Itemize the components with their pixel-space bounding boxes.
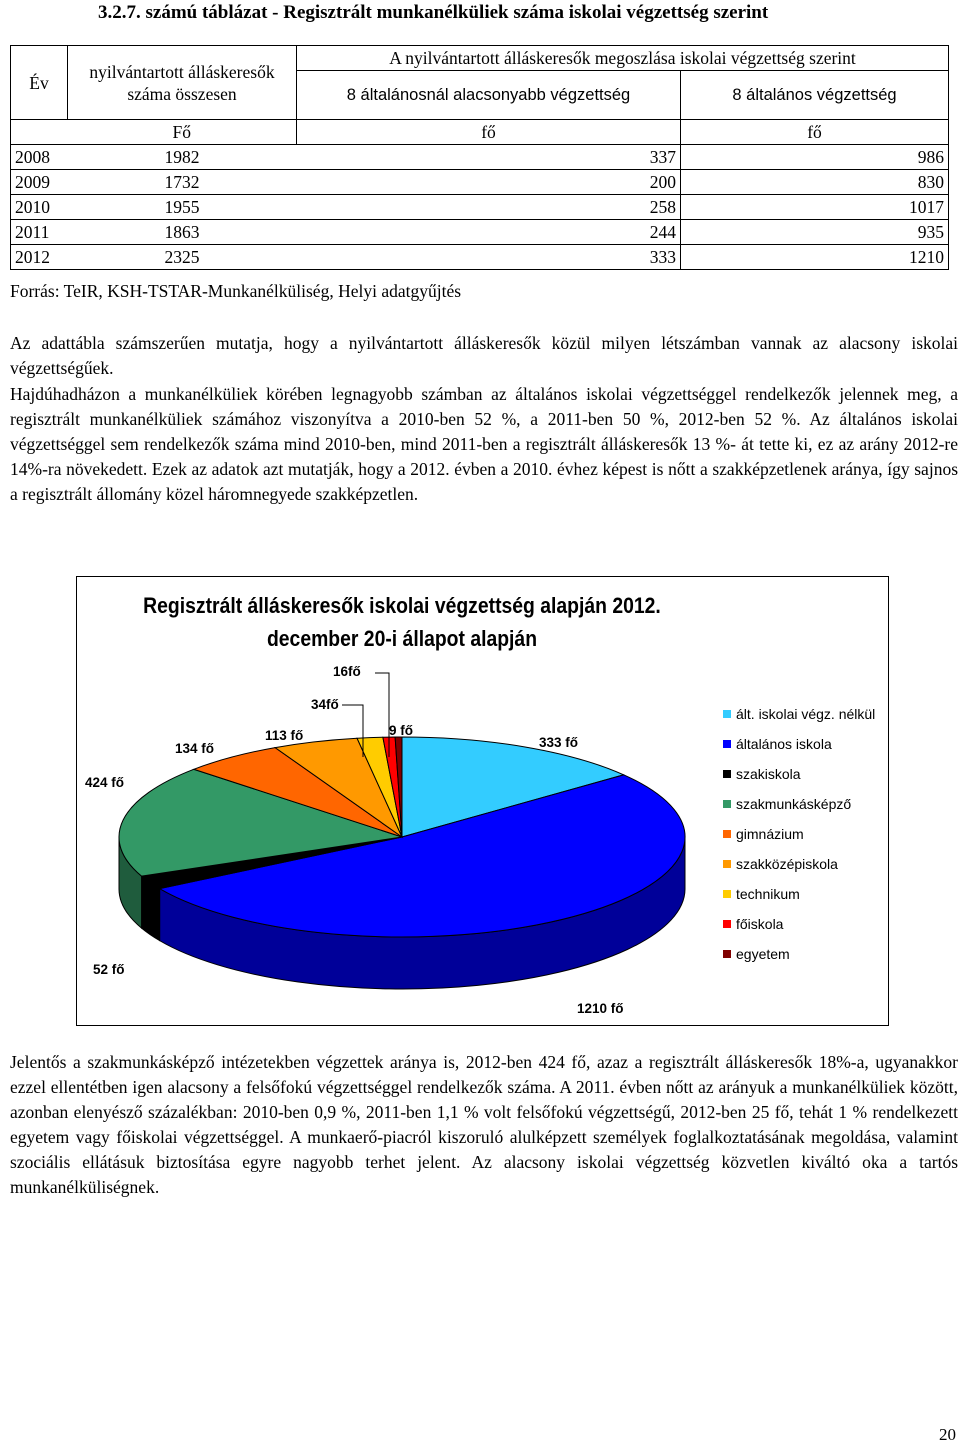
- source-note: Forrás: TeIR, KSH-TSTAR-Munkanélküliség, Helyi adatgyűjtés: [10, 281, 462, 301]
- paragraph-2: Hajdúhadházon a munkanélküliek körében legnagyobb számban az általános iskolai végzettséggel rendelkezők jelennek meg, a regisztrált munkanélküliek számához viszonyítva a 2010-ben 52 %, a 2011-ben 50 %, 2012-ben 52 %. Az általános iskolai végzettséggel sem rendelkezők száma mind 2010-ben, mind 2011-ben a regisztrált álláskeresők 13 %- át tette ki, ez az arány 2012-re 14%-ra növekedett. Ezek az adatok azt mutatják, hogy a 2012. évben a 2010. évhez képest is nőtt a szakképzetlenek aránya, így sajnos a regisztrált állomány közel háromnegyede szakképzetlen.: [10, 384, 958, 504]
- pie-chart: [76, 576, 889, 1026]
- cell-total: 2325: [68, 245, 297, 270]
- cell-year: 2009: [11, 170, 68, 195]
- data-label: 134 fő: [175, 741, 215, 756]
- legend-label: általános iskola: [736, 736, 832, 752]
- data-label: 52 fő: [93, 962, 125, 977]
- cell-total: 1863: [68, 220, 297, 245]
- table-row: [11, 145, 949, 170]
- legend-swatch: [723, 950, 731, 958]
- data-label: 34fő: [311, 697, 339, 712]
- table-row: [11, 170, 949, 195]
- legend-label: szakmunkásképző: [736, 796, 852, 812]
- legend-swatch: [723, 800, 731, 808]
- paragraph-1: Az adattábla számszerűen mutatja, hogy a nyilvántartott álláskeresők közül milyen létszámban vannak az alacsony iskolai végzettségűek.: [10, 333, 958, 378]
- cell-eight: 830: [681, 170, 949, 195]
- unit-total: Fő: [68, 120, 297, 145]
- page-number: 20: [939, 1425, 956, 1444]
- header-eight: 8 általános végzettség: [681, 71, 949, 120]
- data-label: 424 fő: [85, 775, 125, 790]
- legend-swatch: [723, 920, 731, 928]
- legend-label: gimnázium: [736, 826, 804, 842]
- cell-eight: 935: [681, 220, 949, 245]
- legend-label: szakiskola: [736, 766, 801, 782]
- cell-eight: 986: [681, 145, 949, 170]
- chart-title-line2: december 20-i állapot alapján: [266, 626, 538, 651]
- data-label: 16fő: [333, 664, 361, 679]
- unemployment-table: [10, 45, 949, 270]
- data-label: 113 fő: [265, 728, 304, 743]
- table-row: [11, 245, 949, 270]
- cell-eight: 1210: [681, 245, 949, 270]
- legend-swatch: [723, 740, 731, 748]
- cell-year: 2012: [11, 245, 68, 270]
- legend-swatch: [723, 710, 731, 718]
- cell-year: 2010: [11, 195, 68, 220]
- data-label: 333 fő: [539, 735, 579, 750]
- cell-year: 2008: [11, 145, 68, 170]
- paragraph-3: Jelentős a szakmunkásképző intézetekben végzettek aránya is, 2012-ben 424 fő, azaz a regisztrált álláskeresők 18%-a, ugyanakkor ezzel ellentétben igen alacsony a felsőfokú végzettséggel rendelkezők száma. A 2011. évben nőtt az arányuk a munkanélküliek között, azonban elenyésző százalékban: 2010-ben 0,9 %, 2011-ben 1,1 % volt felsőfokú végzettségű, 2012-ben 25 fő, tehát 1 % rendelkezett egyetem vagy főiskolai végzettséggel. A munkaerő-piacról kiszoruló alulképzett személyek foglalkoztatásának megoldása, valamint szociális ellátásuk biztosítása egyre nagyobb terhet jelent. Az alacsony iskolai végzettség közvetlen kiváltó oka a tartós munkanélküliségnek.: [10, 1052, 958, 1197]
- cell-year: 2011: [11, 220, 68, 245]
- header-total: nyilvántartott álláskeresők száma összesen: [68, 46, 297, 120]
- legend-swatch: [723, 860, 731, 868]
- cell-total: 1732: [68, 170, 297, 195]
- legend-label: egyetem: [736, 946, 790, 962]
- cell-total: 1955: [68, 195, 297, 220]
- data-label: 1210 fő: [577, 1001, 624, 1016]
- legend-swatch: [723, 890, 731, 898]
- unit-eight: fő: [681, 120, 949, 145]
- table-row: [11, 220, 949, 245]
- cell-eight: 1017: [681, 195, 949, 220]
- header-low: 8 általánosnál alacsonyabb végzettség: [297, 71, 681, 120]
- cell-low: 337: [297, 145, 681, 170]
- cell-low: 200: [297, 170, 681, 195]
- cell-low: 258: [297, 195, 681, 220]
- table-caption: 3.2.7. számú táblázat - Regisztrált munkanélküliek száma iskolai végzettség szerint: [98, 2, 769, 23]
- legend-label: ált. iskolai végz. nélkül: [736, 706, 876, 722]
- legend-label: főiskola: [736, 916, 784, 932]
- legend-label: technikum: [736, 886, 800, 902]
- legend-swatch: [723, 770, 731, 778]
- header-year: Év: [11, 46, 68, 120]
- table-row: [11, 195, 949, 220]
- unit-low: fő: [297, 120, 681, 145]
- data-label: 9 fő: [389, 723, 414, 738]
- cell-total: 1982: [68, 145, 297, 170]
- legend-label: szakközépiskola: [736, 856, 838, 872]
- chart-title-line1: Regisztrált álláskeresők iskolai végzettség alapján 2012.: [143, 593, 661, 618]
- cell-low: 333: [297, 245, 681, 270]
- cell-low: 244: [297, 220, 681, 245]
- legend-swatch: [723, 830, 731, 838]
- header-group: A nyilvántartott álláskeresők megoszlása iskolai végzettség szerint: [297, 46, 949, 71]
